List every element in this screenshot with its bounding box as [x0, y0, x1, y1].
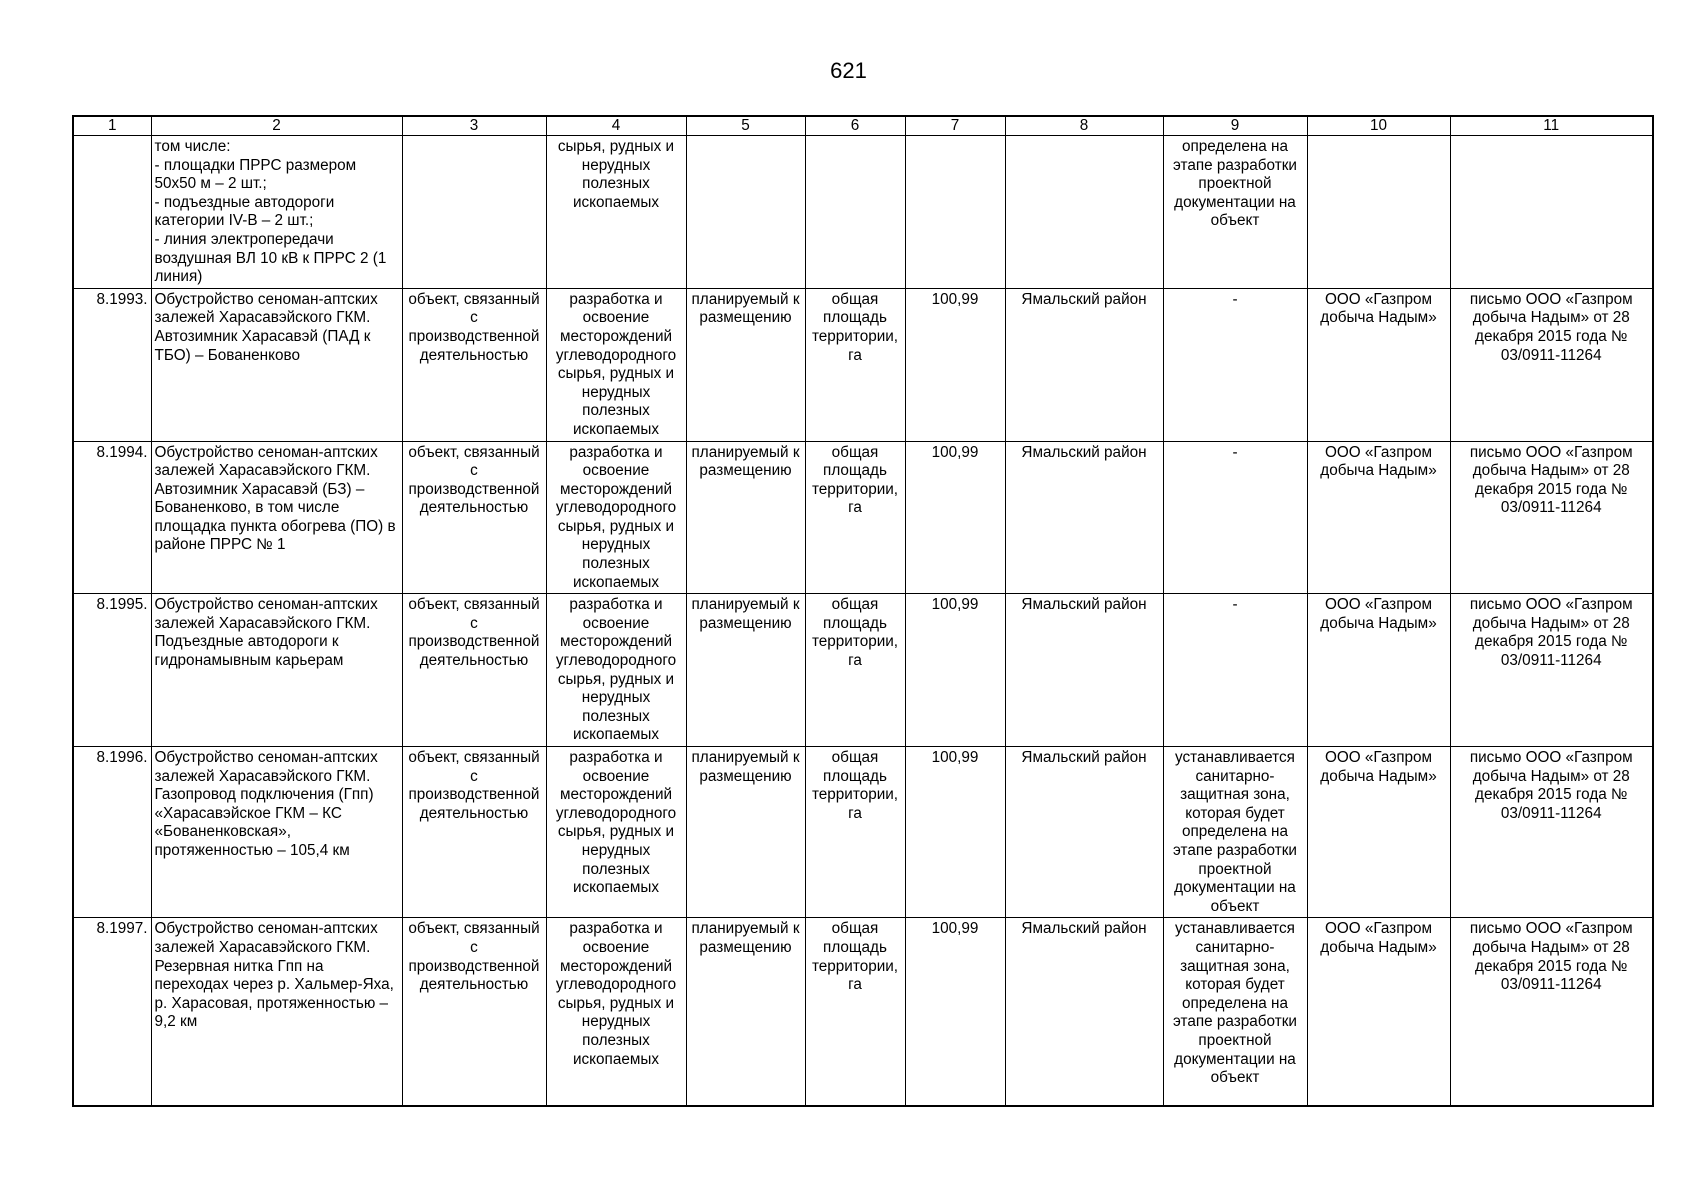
column-header: 1 — [73, 116, 151, 136]
column-header: 5 — [686, 116, 805, 136]
object-zone: определена на этапе разработки проектной документации на объект — [1163, 136, 1307, 289]
object-type: объект, связанный с производственной деятельностью — [402, 441, 546, 594]
object-parameter: общая площадь территории, га — [805, 441, 905, 594]
column-header: 4 — [546, 116, 686, 136]
object-organization — [1307, 136, 1450, 289]
object-purpose: разработка и освоение месторождений углеводородного сырья, рудных и нерудных полезных ископаемых — [546, 918, 686, 1106]
object-location: Ямальский район — [1005, 918, 1163, 1106]
object-basis: письмо ООО «Газпром добыча Надым» от 28 декабря 2015 года № 03/0911-11264 — [1450, 747, 1653, 918]
object-organization: ООО «Газпром добыча Надым» — [1307, 747, 1450, 918]
column-header: 7 — [905, 116, 1005, 136]
object-purpose: разработка и освоение месторождений углеводородного сырья, рудных и нерудных полезных ископаемых — [546, 288, 686, 441]
object-zone: - — [1163, 594, 1307, 747]
object-purpose: разработка и освоение месторождений углеводородного сырья, рудных и нерудных полезных ископаемых — [546, 441, 686, 594]
row-number — [73, 136, 151, 289]
object-basis: письмо ООО «Газпром добыча Надым» от 28 декабря 2015 года № 03/0911-11264 — [1450, 288, 1653, 441]
object-location: Ямальский район — [1005, 441, 1163, 594]
object-type: объект, связанный с производственной деятельностью — [402, 918, 546, 1106]
object-status: планируемый к размещению — [686, 441, 805, 594]
object-name: Обустройство сеноман-аптских залежей Харасавэйского ГКМ. Автозимник Харасавэй (БЗ) – Бованенково, в том числе площадка пункта обогрева (ПО) в районе ПРРС № 1 — [151, 441, 402, 594]
table-row — [73, 441, 1653, 594]
object-basis: письмо ООО «Газпром добыча Надым» от 28 декабря 2015 года № 03/0911-11264 — [1450, 594, 1653, 747]
object-status: планируемый к размещению — [686, 918, 805, 1106]
object-name: том числе: - площадки ПРРС размером 50х50 м – 2 шт.; - подъездные автодороги категории IV-В – 2 шт.; - линия электропередачи воздушная ВЛ 10 кВ к ПРРС 2 (1 линия) — [151, 136, 402, 289]
page-number: 621 — [830, 58, 867, 83]
object-name: Обустройство сеноман-аптских залежей Харасавэйского ГКМ. Подъездные автодороги к гидронамывным карьерам — [151, 594, 402, 747]
object-parameter — [805, 136, 905, 289]
column-header: 6 — [805, 116, 905, 136]
object-parameter: общая площадь территории, га — [805, 288, 905, 441]
object-name: Обустройство сеноман-аптских залежей Харасавэйского ГКМ. Резервная нитка Гпп на переходах через р. Хальмер-Яха, р. Харасовая, протяженностью – 9,2 км — [151, 918, 402, 1106]
table-row — [73, 747, 1653, 918]
object-status — [686, 136, 805, 289]
object-parameter: общая площадь территории, га — [805, 918, 905, 1106]
row-number: 8.1994. — [73, 441, 151, 594]
object-type: объект, связанный с производственной деятельностью — [402, 594, 546, 747]
object-value: 100,99 — [905, 288, 1005, 441]
object-zone: устанавливается санитарно-защитная зона, которая будет определена на этапе разработки проектной документации на объект — [1163, 747, 1307, 918]
object-value: 100,99 — [905, 747, 1005, 918]
object-value: 100,99 — [905, 594, 1005, 747]
table-row — [73, 918, 1653, 1106]
table-row — [73, 136, 1653, 289]
table-row — [73, 288, 1653, 441]
object-status: планируемый к размещению — [686, 747, 805, 918]
object-zone: - — [1163, 441, 1307, 594]
object-location: Ямальский район — [1005, 594, 1163, 747]
row-number: 8.1993. — [73, 288, 151, 441]
column-header: 10 — [1307, 116, 1450, 136]
object-zone: - — [1163, 288, 1307, 441]
object-value — [905, 136, 1005, 289]
object-status: планируемый к размещению — [686, 288, 805, 441]
object-purpose: сырья, рудных и нерудных полезных ископаемых — [546, 136, 686, 289]
object-status: планируемый к размещению — [686, 594, 805, 747]
column-header: 8 — [1005, 116, 1163, 136]
object-zone: устанавливается санитарно-защитная зона, которая будет определена на этапе разработки проектной документации на объект — [1163, 918, 1307, 1106]
row-number: 8.1997. — [73, 918, 151, 1106]
column-header: 2 — [151, 116, 402, 136]
object-location — [1005, 136, 1163, 289]
object-value: 100,99 — [905, 918, 1005, 1106]
table-row — [73, 594, 1653, 747]
column-number-row — [73, 116, 1653, 136]
object-value: 100,99 — [905, 441, 1005, 594]
column-header: 3 — [402, 116, 546, 136]
object-type — [402, 136, 546, 289]
document-table — [72, 115, 1654, 1107]
object-organization: ООО «Газпром добыча Надым» — [1307, 288, 1450, 441]
object-location: Ямальский район — [1005, 288, 1163, 441]
object-organization: ООО «Газпром добыча Надым» — [1307, 594, 1450, 747]
column-header: 11 — [1450, 116, 1653, 136]
object-basis: письмо ООО «Газпром добыча Надым» от 28 декабря 2015 года № 03/0911-11264 — [1450, 918, 1653, 1106]
object-purpose: разработка и освоение месторождений углеводородного сырья, рудных и нерудных полезных ископаемых — [546, 594, 686, 747]
object-name: Обустройство сеноман-аптских залежей Харасавэйского ГКМ. Автозимник Харасавэй (ПАД к ТБО) – Бованенково — [151, 288, 402, 441]
row-number: 8.1995. — [73, 594, 151, 747]
object-location: Ямальский район — [1005, 747, 1163, 918]
object-type: объект, связанный с производственной деятельностью — [402, 288, 546, 441]
object-organization: ООО «Газпром добыча Надым» — [1307, 918, 1450, 1106]
object-name: Обустройство сеноман-аптских залежей Харасавэйского ГКМ. Газопровод подключения (Гпп) «Харасавэйское ГКМ – КС «Бованенковская», протяженностью – 105,4 км — [151, 747, 402, 918]
object-basis: письмо ООО «Газпром добыча Надым» от 28 декабря 2015 года № 03/0911-11264 — [1450, 441, 1653, 594]
object-parameter: общая площадь территории, га — [805, 594, 905, 747]
object-purpose: разработка и освоение месторождений углеводородного сырья, рудных и нерудных полезных ископаемых — [546, 747, 686, 918]
column-header: 9 — [1163, 116, 1307, 136]
row-number: 8.1996. — [73, 747, 151, 918]
object-type: объект, связанный с производственной деятельностью — [402, 747, 546, 918]
object-parameter: общая площадь территории, га — [805, 747, 905, 918]
object-organization: ООО «Газпром добыча Надым» — [1307, 441, 1450, 594]
object-basis — [1450, 136, 1653, 289]
